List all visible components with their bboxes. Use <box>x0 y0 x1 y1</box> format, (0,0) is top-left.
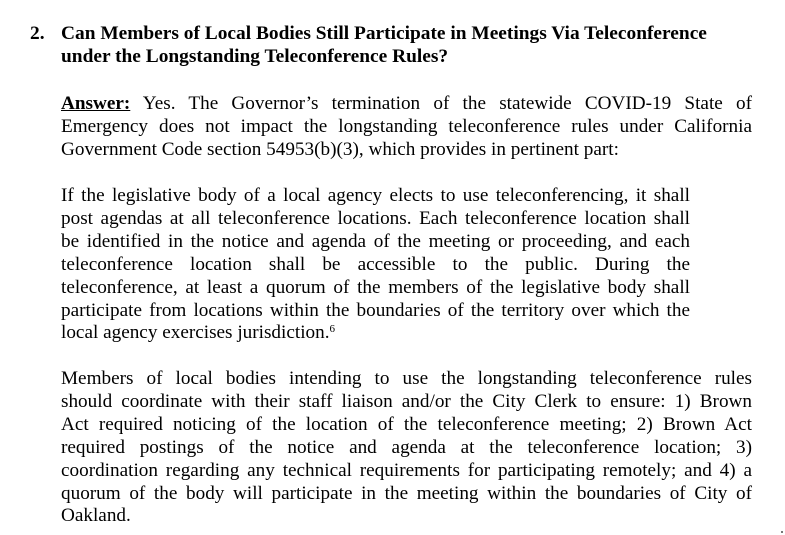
answer-text-1: Yes. The Governor’s termination of the statewide COVID-19 State of <box>142 93 752 114</box>
question-heading <box>30 22 760 68</box>
quote-line-5: teleconference, at least a quorum of the members of the legislative body shall <box>61 276 690 298</box>
answer-line-2: Emergency does not impact the longstanding teleconference rules under California <box>61 115 752 137</box>
page-corner-mark <box>781 531 783 533</box>
answer-label: Answer: <box>61 93 131 114</box>
quote-text-7: local agency exercises jurisdiction. <box>61 322 330 344</box>
quote-line-6: participate from locations within the boundaries of the territory over which the <box>61 299 690 321</box>
answer-line-3: Government Code section 54953(b)(3), which provides in pertinent part: <box>61 138 619 160</box>
quote-line-2: post agendas at all teleconference locations. Each teleconference location shall <box>61 207 690 229</box>
question-number: 2. <box>30 23 45 44</box>
quote-line-7 <box>61 322 690 345</box>
members-line-4: required postings of the notice and agenda at the teleconference location; 3) <box>61 436 752 458</box>
heading-text-1: Can Members of Local Bodies Still Participate in Meetings Via Teleconference <box>61 23 707 44</box>
statute-quote <box>61 185 690 345</box>
answer-paragraph <box>61 93 752 162</box>
footnote-marker[interactable]: 6 <box>329 323 336 336</box>
members-line-6: quorum of the body will participate in the meeting within the boundaries of City of <box>61 482 752 504</box>
members-line-7: Oakland. <box>61 505 131 527</box>
quote-line-3: be identified in the notice and agenda of the meeting or proceeding, and each <box>61 230 690 252</box>
members-line-3: Act required noticing of the location of the teleconference meeting; 2) Brown Act <box>61 413 752 435</box>
members-line-2: should coordinate with their staff liaison and/or the City Clerk to ensure: 1) Brown <box>61 390 752 412</box>
answer-line-1 <box>61 93 752 116</box>
members-line-1: Members of local bodies intending to use the longstanding teleconference rules <box>61 368 752 389</box>
heading-line-2: under the Longstanding Teleconference Rules? <box>61 46 449 67</box>
members-line-5: coordination regarding any technical requirements for participating remotely; and 4) a <box>61 459 752 481</box>
members-paragraph <box>61 368 752 528</box>
heading-line-1 <box>30 22 760 45</box>
quote-line-1: If the legislative body of a local agency elects to use teleconferencing, it shall <box>61 185 690 206</box>
quote-line-4: teleconference location shall be accessible to the public. During the <box>61 253 690 275</box>
